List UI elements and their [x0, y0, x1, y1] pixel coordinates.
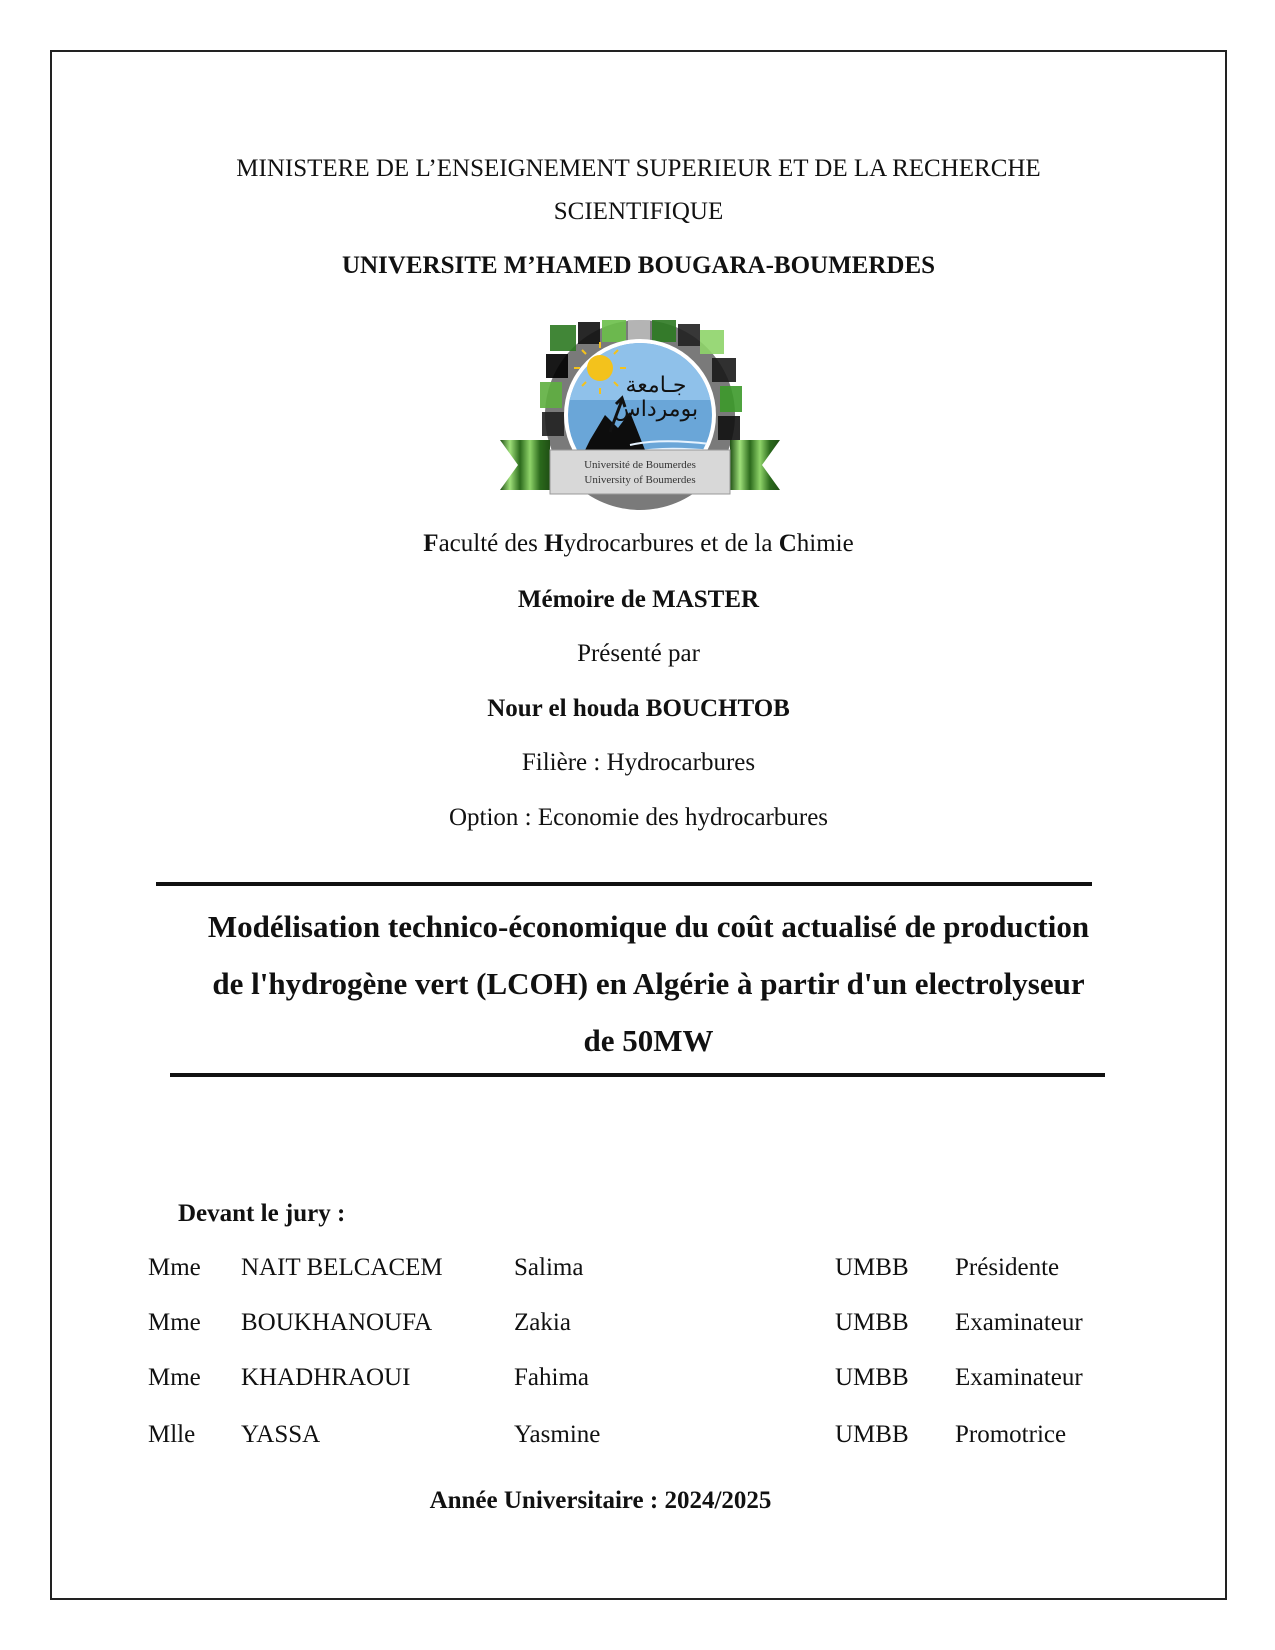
faculty-name — [50, 530, 1227, 558]
jury-row — [0, 1364, 1275, 1398]
jury-row — [0, 1421, 1275, 1455]
academic-year: Année Universitaire : 2024/2025 — [429, 1487, 772, 1514]
university-logo — [500, 320, 780, 520]
faculty-part: aculté des — [438, 530, 545, 557]
thesis-title-line-3: de 50MW — [583, 1023, 714, 1058]
jury-affiliation: UMBB — [835, 1309, 909, 1336]
faculty-part: C — [778, 530, 797, 557]
jury-role: Examinateur — [955, 1364, 1083, 1391]
filiere: Filière : Hydrocarbures — [521, 749, 756, 776]
faculty-part: H — [544, 530, 564, 557]
thesis-title-line-2: de l'hydrogène vert (LCOH) en Algérie à partir d'un electrolyseur — [212, 966, 1085, 1001]
jury-row — [0, 1254, 1275, 1288]
jury-last-name: YASSA — [241, 1421, 321, 1448]
jury-last-name: KHADHRAOUI — [241, 1364, 411, 1391]
jury-last-name: NAIT BELCACEM — [241, 1254, 443, 1281]
jury-first-name: Salima — [514, 1254, 584, 1281]
memoire-type: Mémoire de MASTER — [517, 586, 760, 613]
jury-affiliation: UMBB — [835, 1254, 909, 1281]
jury-first-name: Zakia — [514, 1309, 571, 1336]
author-name: Nour el houda BOUCHTOB — [487, 695, 790, 722]
thesis-title-line-1: Modélisation technico-économique du coût actualisé de production — [207, 909, 1090, 944]
faculty-part: F — [423, 530, 439, 557]
ministry-line-1: MINISTERE DE L’ENSEIGNEMENT SUPERIEUR ET DE LA RECHERCHE — [236, 155, 1041, 182]
title-divider-bottom — [170, 1073, 1105, 1077]
jury-row — [0, 1309, 1275, 1343]
logo-arabic-line-1: جـامعة — [625, 373, 687, 398]
jury-affiliation: UMBB — [835, 1421, 909, 1448]
university-name: UNIVERSITE M’HAMED BOUGARA-BOUMERDES — [341, 252, 936, 279]
jury-label: Devant le jury : — [178, 1200, 346, 1227]
faculty-part: himie — [796, 530, 854, 557]
title-divider-top — [156, 882, 1092, 886]
logo-banner-line-2: University of Boumerdes — [584, 474, 696, 486]
presented-by: Présenté par — [577, 640, 700, 667]
logo-arabic-line-2: بومرداس — [613, 397, 699, 422]
jury-role: Examinateur — [955, 1309, 1083, 1336]
jury-title: Mme — [148, 1254, 201, 1281]
option: Option : Economie des hydrocarbures — [448, 804, 829, 831]
jury-last-name: BOUKHANOUFA — [241, 1309, 433, 1336]
faculty-part: ydrocarbures et de la — [563, 530, 779, 557]
jury-title: Mlle — [148, 1421, 196, 1448]
jury-title: Mme — [148, 1309, 201, 1336]
jury-first-name: Fahima — [514, 1364, 589, 1391]
jury-title: Mme — [148, 1364, 201, 1391]
jury-role: Présidente — [955, 1254, 1060, 1281]
logo-banner-line-1: Université de Boumerdes — [584, 459, 696, 471]
ministry-line-2: SCIENTIFIQUE — [553, 198, 724, 225]
jury-first-name: Yasmine — [514, 1421, 601, 1448]
jury-affiliation: UMBB — [835, 1364, 909, 1391]
jury-role: Promotrice — [955, 1421, 1067, 1448]
